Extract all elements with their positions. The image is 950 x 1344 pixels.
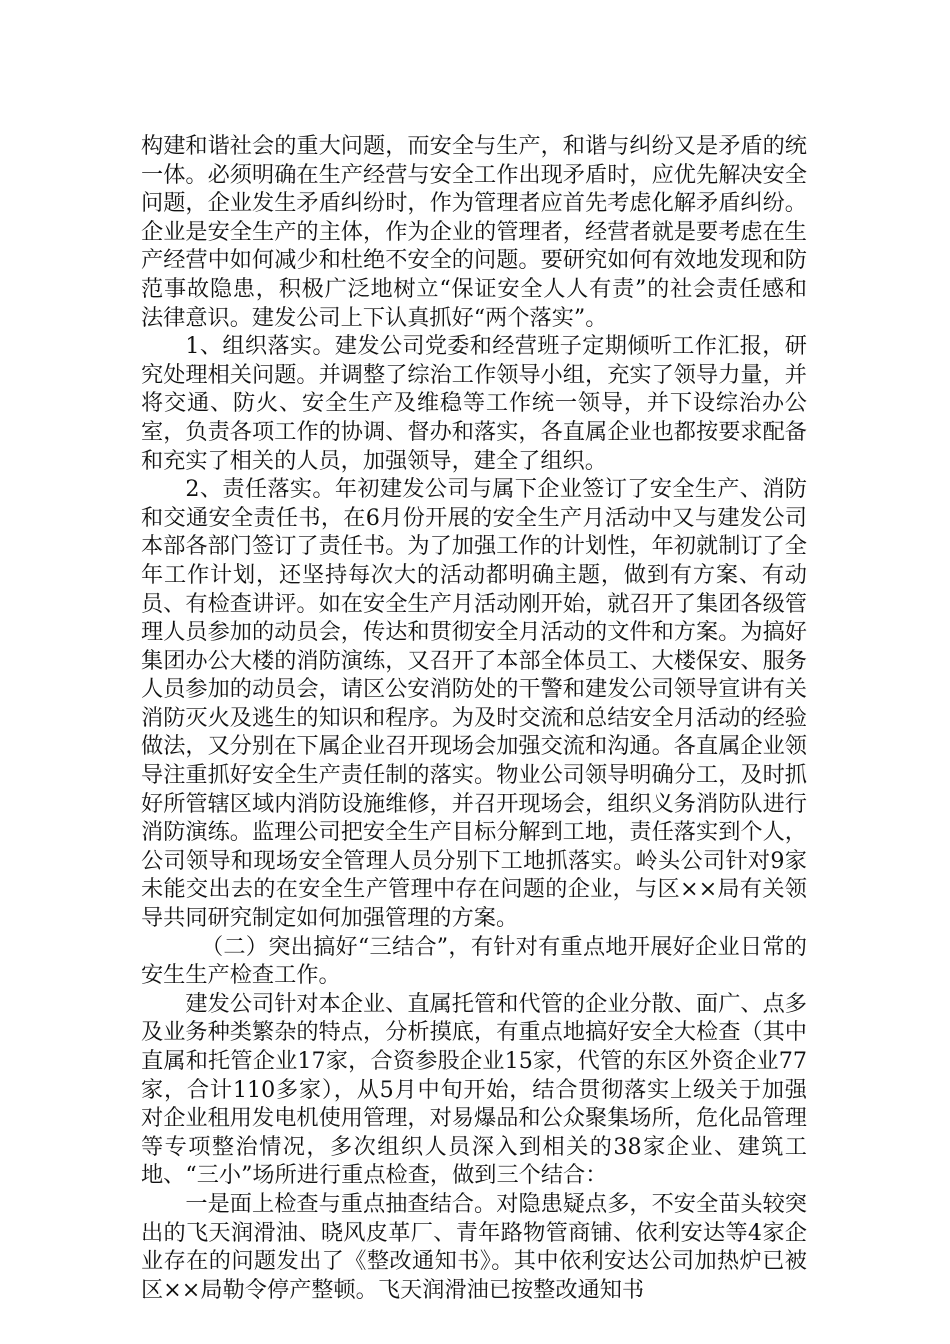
document-body: [141, 132, 807, 1304]
paragraph-inspection: 建发公司针对本企业、直属托管和代管的企业分散、面广、点多及业务种类繁杂的特点，分析摸底，有重点地搞好安全大检查（其中直属和托管企业17家，合资参股企业15家，代管的东区外资企业77家，合计110多家），从5月中旬开始，结合贯彻落实上级关于加强对企业租用发电机使用管理，对易爆品和公众聚集场所，危化品管理等专项整治情况，多次组织人员深入到相关的38家企业、建筑工地、“三小”场所进行重点检查，做到三个结合：: [141, 990, 807, 1189]
section-heading-three-combinations: （二）突出搞好“三结合”，有针对有重点地开展好企业日常的安生生产检查工作。: [141, 933, 807, 989]
paragraph-organization: 1、组织落实。建发公司党委和经营班子定期倾听工作汇报，研究处理相关问题。并调整了综治工作领导小组，充实了领导力量，并将交通、防火、安全生产及维稳等工作统一领导，并下设综治办公室，负责各项工作的协调、督办和落实，各直属企业也都按要求配备和充实了相关的人员，加强领导，建全了组织。: [141, 333, 807, 474]
paragraph-responsibility: 2、责任落实。年初建发公司与属下企业签订了安全生产、消防和交通安全责任书，在6月份开展的安全生产月活动中又与建发公司本部各部门签订了责任书。为了加强工作的计划性，年初就制订了全年工作计划，还坚持每次大的活动都明确主题，做到有方案、有动员、有检查讲评。如在安全生产月活动刚开始，就召开了集团各级管理人员参加的动员会，传达和贯彻安全月活动的文件和方案。为搞好集团办公大楼的消防演练，又召开了本部全体员工、大楼保安、服务人员参加的动员会，请区公安消防处的干警和建发公司领导宣讲有关消防灭火及逃生的知识和程序。为及时交流和总结安全月活动的经验做法，又分别在下属企业召开现场会加强交流和沟通。各直属企业领导注重抓好安全生产责任制的落实。物业公司领导明确分工，及时抓好所管辖区域内消防设施维修，并召开现场会，组织义务消防队进行消防演练。监理公司把安全生产目标分解到工地，责任落实到个人，公司领导和现场安全管理人员分别下工地抓落实。岭头公司针对9家未能交出去的在安全生产管理中存在问题的企业，与区××局有关领导共同研究制定如何加强管理的方案。: [141, 476, 807, 932]
paragraph-intro: 构建和谐社会的重大问题，而安全与生产，和谐与纠纷又是矛盾的统一体。必须明确在生产经营与安全工作出现矛盾时，应优先解决安全问题，企业发生矛盾纠纷时，作为管理者应首先考虑化解矛盾纠纷。企业是安全生产的主体，作为企业的管理者，经营者就是要考虑在生产经营中如何减少和杜绝不安全的问题。要研究如何有效地发现和防范事故隐患，积极广泛地树立“保证安全人人有责”的社会责任感和法律意识。建发公司上下认真抓好“两个落实”。: [141, 133, 807, 331]
paragraph-spot-check: 一是面上检查与重点抽查结合。对隐患疑点多，不安全苗头较突出的飞天润滑油、晓风皮革厂、青年路物管商铺、依利安达等4家企业存在的问题发出了《整改通知书》。其中依利安达公司加热炉已被区××局勒令停产整顿。飞天润滑油已按整改通知书: [141, 1190, 807, 1303]
